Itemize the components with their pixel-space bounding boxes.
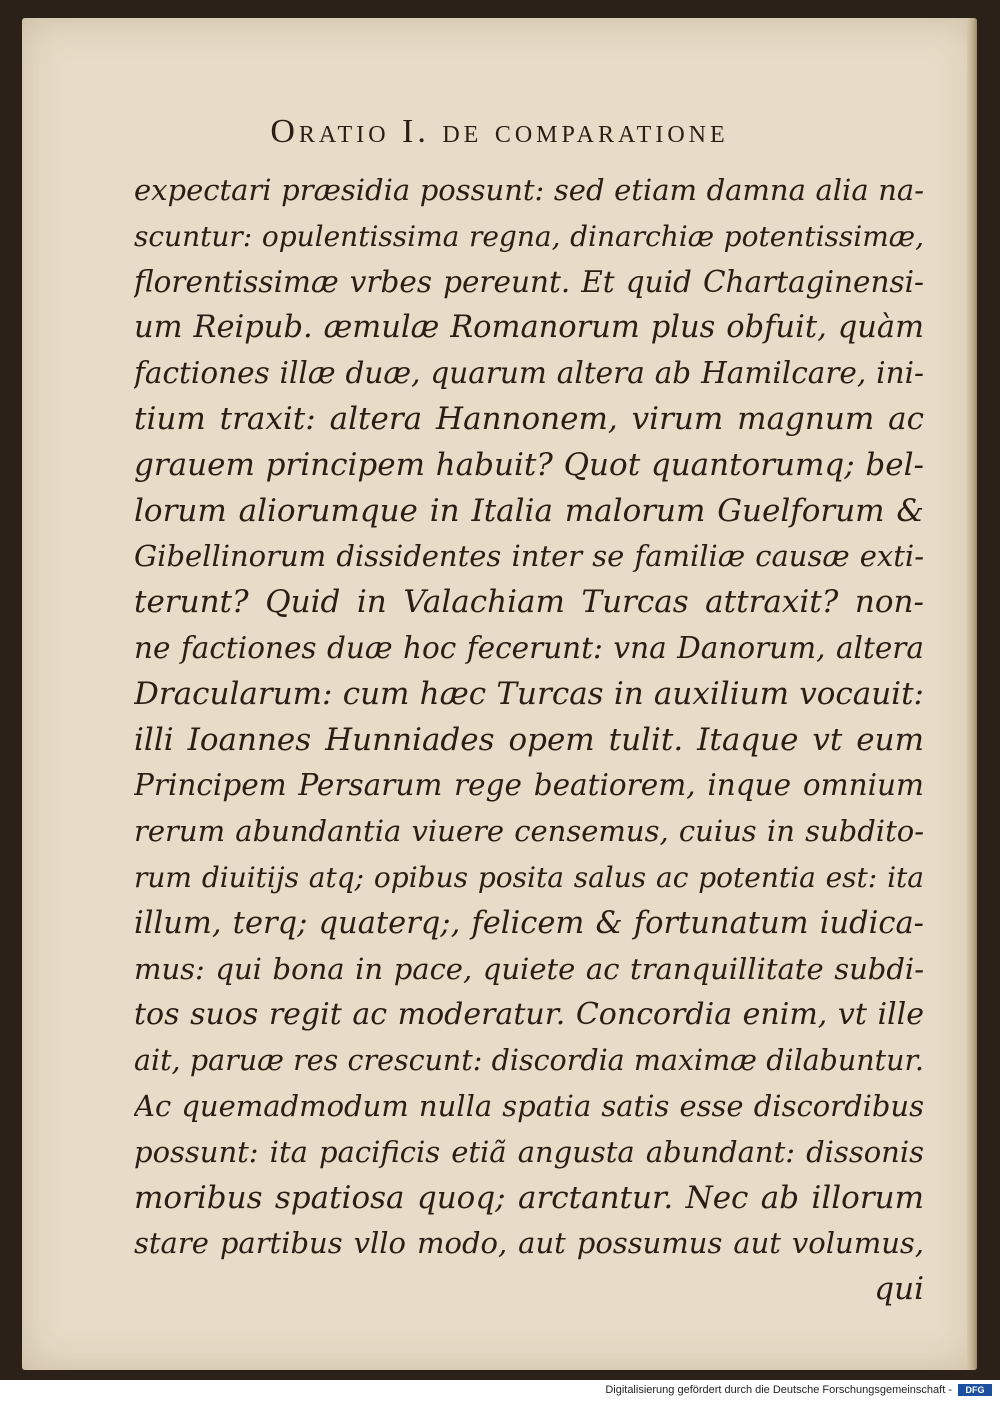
running-head: Oratio I. de comparatione — [270, 113, 729, 150]
text-line: um Reipub. æmulæ Romanorum plus obfuit, quàm — [134, 310, 924, 346]
text-line: possunt: ita pacificis etiã angusta abundant: dissonis — [134, 1134, 924, 1169]
text-line: tium traxit: altera Hannonem, virum magnum ac — [134, 400, 924, 437]
text-line: ne factiones duæ hoc fecerunt: vna Danorum, altera — [134, 630, 924, 665]
text-line: florentissimæ vrbes pereunt. Et quid Chartaginensi- — [134, 264, 924, 299]
text-line: expectari præsidia possunt: sed etiam damna alia na- — [134, 173, 924, 207]
text-line: Gibellinorum dissidentes inter se familiæ causæ exti- — [134, 539, 924, 574]
book-page — [22, 18, 977, 1370]
funding-credit: Digitalisierung gefördert durch die Deutsche Forschungsgemeinschaft - — [605, 1384, 952, 1396]
text-line: factiones illæ duæ, quarum altera ab Hamilcare, ini- — [134, 356, 924, 391]
text-line: illi Ioannes Hunniades opem tulit. Itaque vt eum — [134, 721, 924, 758]
text-line: grauem principem habuit? Quot quantorumq; bel- — [134, 446, 924, 483]
dfg-logo-icon[interactable]: DFG — [958, 1384, 992, 1396]
text-line: rerum abundantia viuere censemus, cuius in subdito- — [134, 814, 924, 849]
text-line: stare partibus vllo modo, aut possumus aut volumus, — [134, 1226, 924, 1261]
text-line: illum, terq; quaterq;, felicem & fortunatum iudica- — [134, 905, 924, 941]
text-line: Principem Persarum rege beatiorem, inque omnium — [134, 768, 924, 803]
text-line: rum diuitijs atq; opibus posita salus ac potentia est: ita — [134, 860, 924, 894]
text-line: tos suos regit ac moderatur. Concordia enim, vt ille — [134, 997, 924, 1033]
text-line: Ac quemadmodum nulla spatia satis esse discordibus — [134, 1088, 924, 1123]
text-line: lorum aliorumque in Italia malorum Guelforum & — [134, 492, 924, 529]
text-line: moribus spatiosa quoq; arctantur. Nec ab illorum — [134, 1179, 924, 1216]
text-line: mus: qui bona in pace, quiete ac tranquillitate subdi- — [134, 951, 924, 986]
body-text — [134, 168, 924, 1313]
text-line: Dracularum: cum hæc Turcas in auxilium vocauit: — [134, 675, 924, 712]
text-line: terunt? Quid in Valachiam Turcas attraxit? non- — [134, 584, 924, 621]
page-edge — [967, 18, 977, 1370]
text-line: scuntur: opulentissima regna, dinarchiæ potentissimæ, — [134, 219, 924, 253]
catchword: qui — [874, 1271, 924, 1308]
footer-bar — [0, 1380, 1000, 1401]
text-line: ait, paruæ res crescunt: discordia maximæ dilabuntur. — [134, 1044, 924, 1078]
